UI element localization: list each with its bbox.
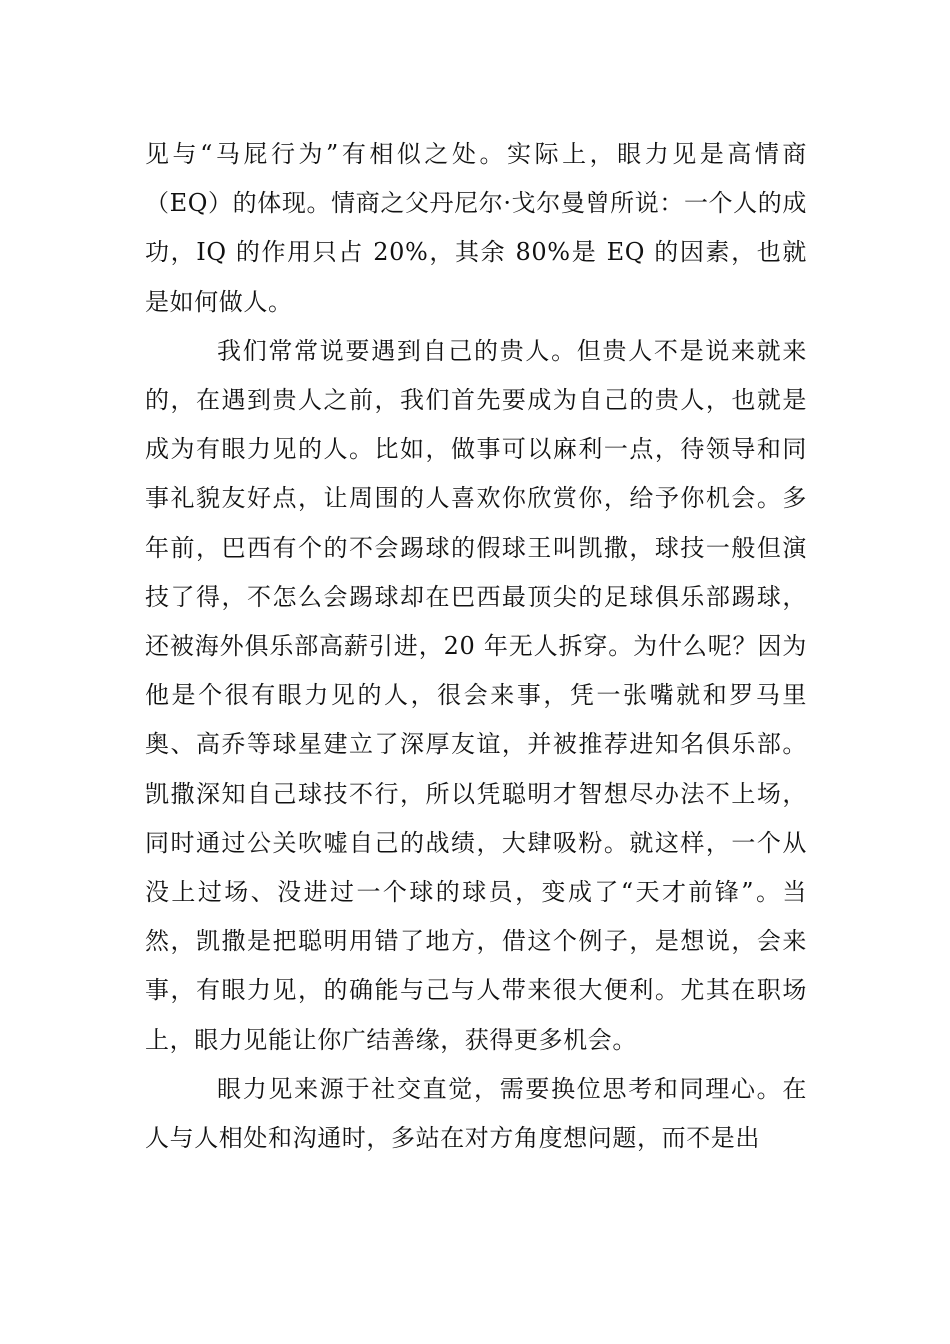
document-body: [145, 130, 807, 1163]
paragraph-benefactor: 我们常常说要遇到自己的贵人。但贵人不是说来就来的，在遇到贵人之前，我们首先要成为自己的贵人，也就是成为有眼力见的人。比如，做事可以麻利一点，待领导和同事礼貌友好点，让周围的人喜欢你欣赏你，给予你机会。多年前，巴西有个的不会踢球的假球王叫凯撒，球技一般但演技了得，不怎么会踢球却在巴西最顶尖的足球俱乐部踢球，还被海外俱乐部高薪引进，20 年无人拆穿。为什么呢？因为他是个很有眼力见的人，很会来事，凭一张嘴就和罗马里奥、高乔等球星建立了深厚友谊，并被推荐进知名俱乐部。凯撒深知自己球技不行，所以凭聪明才智想尽办法不上场，同时通过公关吹嘘自己的战绩，大肆吸粉。就这样，一个从没上过场、没进过一个球的球员，变成了“天才前锋”。当然，凯撒是把聪明用错了地方，借这个例子，是想说，会来事，有眼力见，的确能与己与人带来很大便利。尤其在职场上，眼力见能让你广结善缘，获得更多机会。: [145, 336, 807, 1054]
paragraph-social-intuition: 眼力见来源于社交直觉，需要换位思考和同理心。在人与人相处和沟通时，多站在对方角度想问题，而不是出: [145, 1074, 807, 1153]
paragraph-eq: 见与“马屁行为”有相似之处。实际上，眼力见是高情商（EQ）的体现。情商之父丹尼尔·戈尔曼曾所说：一个人的成功，IQ 的作用只占 20%，其余 80%是 EQ 的因素，也就是如何做人。: [145, 140, 807, 316]
